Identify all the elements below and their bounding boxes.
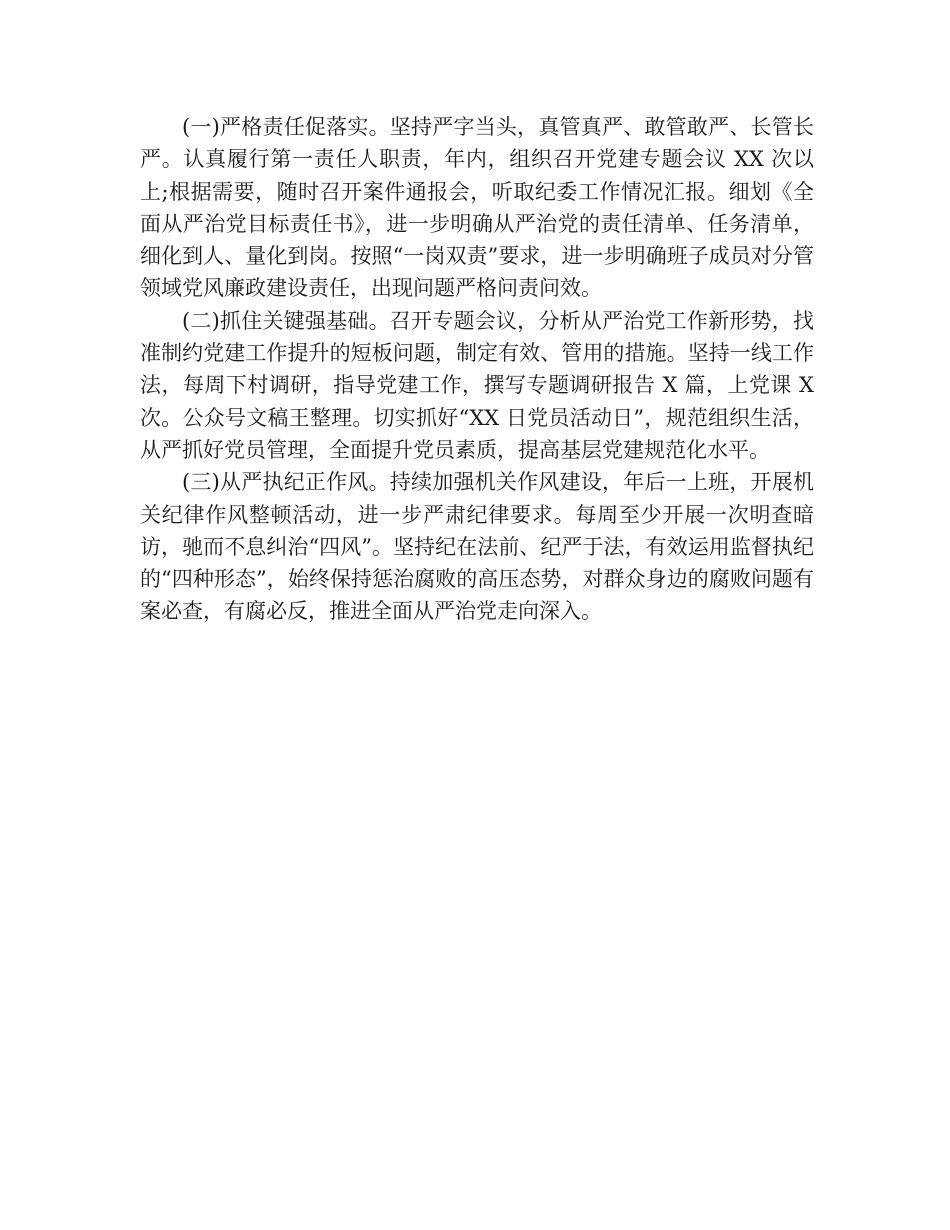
paragraph-grasp-key-points: (二)抓住关键强基础。召开专题会议，分析从严治党工作新形势，找准制约党建工作提升的短板问题，制定有效、管用的措施。坚持一线工作法，每周下村调研，指导党建工作，撰写专题调研报告 X 篇，上党课 X 次。公众号文稿王整理。切实抓好“XX 日党员活动日”，规范组织生活，从严抓好党员管理，全面提升党员素质，提高基层党建规范化水平。 — [140, 308, 814, 462]
document-body — [140, 111, 814, 628]
paragraph-discipline-style: (三)从严执纪正作风。持续加强机关作风建设，年后一上班，开展机关纪律作风整顿活动，进一步严肃纪律要求。每周至少开展一次明查暗访，驰而不息纠治“四风”。坚持纪在法前、纪严于法，有效运用监督执纪的“四种形态”，始终保持惩治腐败的高压态势，对群众身边的腐败问题有案必查，有腐必反，推进全面从严治党走向深入。 — [140, 470, 814, 624]
paragraph-strict-responsibility: (一)严格责任促落实。坚持严字当头，真管真严、敢管敢严、长管长严。认真履行第一责任人职责，年内，组织召开党建专题会议 XX 次以上;根据需要，随时召开案件通报会，听取纪委工作情况汇报。细划《全面从严治党目标责任书》，进一步明确从严治党的责任清单、任务清单，细化到人、量化到岗。按照“一岗双责”要求，进一步明确班子成员对分管领域党风廉政建设责任，出现问题严格问责问效。 — [140, 115, 814, 301]
